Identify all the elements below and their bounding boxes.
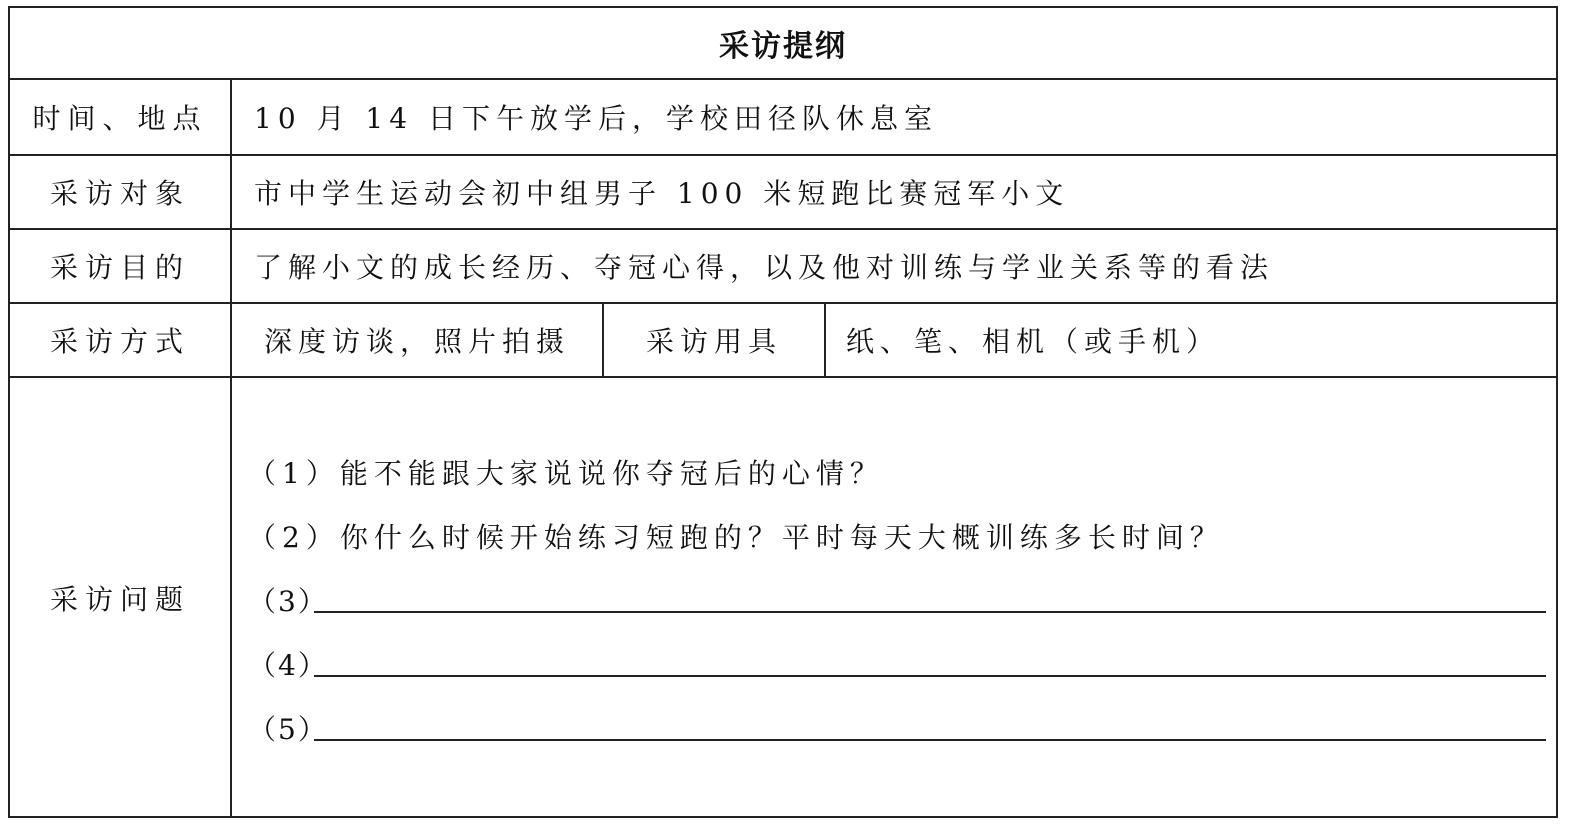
subject-value: 市中学生运动会初中组男子 100 米短跑比赛冠军小文 (254, 177, 1070, 210)
purpose-label: 采访目的 (10, 230, 232, 302)
row-method (10, 304, 1556, 378)
question-4-answer-line[interactable] (314, 651, 1546, 677)
question-5-number: （5） (248, 713, 328, 746)
table-title: 采访提纲 (719, 29, 847, 64)
time-place-value: 10 月 14 日下午放学后，学校田径队休息室 (254, 102, 938, 135)
time-place-label: 时间、地点 (10, 80, 232, 154)
tools-label: 采访用具 (604, 304, 826, 376)
row-subject (10, 156, 1556, 230)
question-4 (248, 644, 1546, 684)
purpose-value: 了解小文的成长经历、夺冠心得，以及他对训练与学业关系等的看法 (254, 251, 1275, 284)
question-3-answer-line[interactable] (314, 587, 1546, 613)
row-questions (10, 378, 1556, 816)
question-1: （1）能不能跟大家说说你夺冠后的心情？ (248, 457, 884, 490)
question-5-answer-line[interactable] (314, 715, 1546, 741)
question-2: （2）你什么时候开始练习短跑的？平时每天大概训练多长时间？ (248, 521, 1224, 554)
question-4-number: （4） (248, 649, 328, 682)
question-5 (248, 708, 1546, 748)
question-3-number: （3） (248, 585, 328, 618)
question-3 (248, 580, 1546, 620)
title-row (10, 8, 1556, 80)
row-purpose (10, 230, 1556, 304)
method-label: 采访方式 (10, 304, 232, 376)
questions-label: 采访问题 (10, 378, 232, 816)
subject-label: 采访对象 (10, 156, 232, 228)
row-time-place (10, 80, 1556, 156)
interview-outline-table (8, 6, 1558, 818)
tools-value: 纸、笔、相机（或手机） (846, 325, 1221, 358)
questions-area (232, 378, 1556, 816)
method-value: 深度访谈，照片拍摄 (232, 304, 604, 376)
